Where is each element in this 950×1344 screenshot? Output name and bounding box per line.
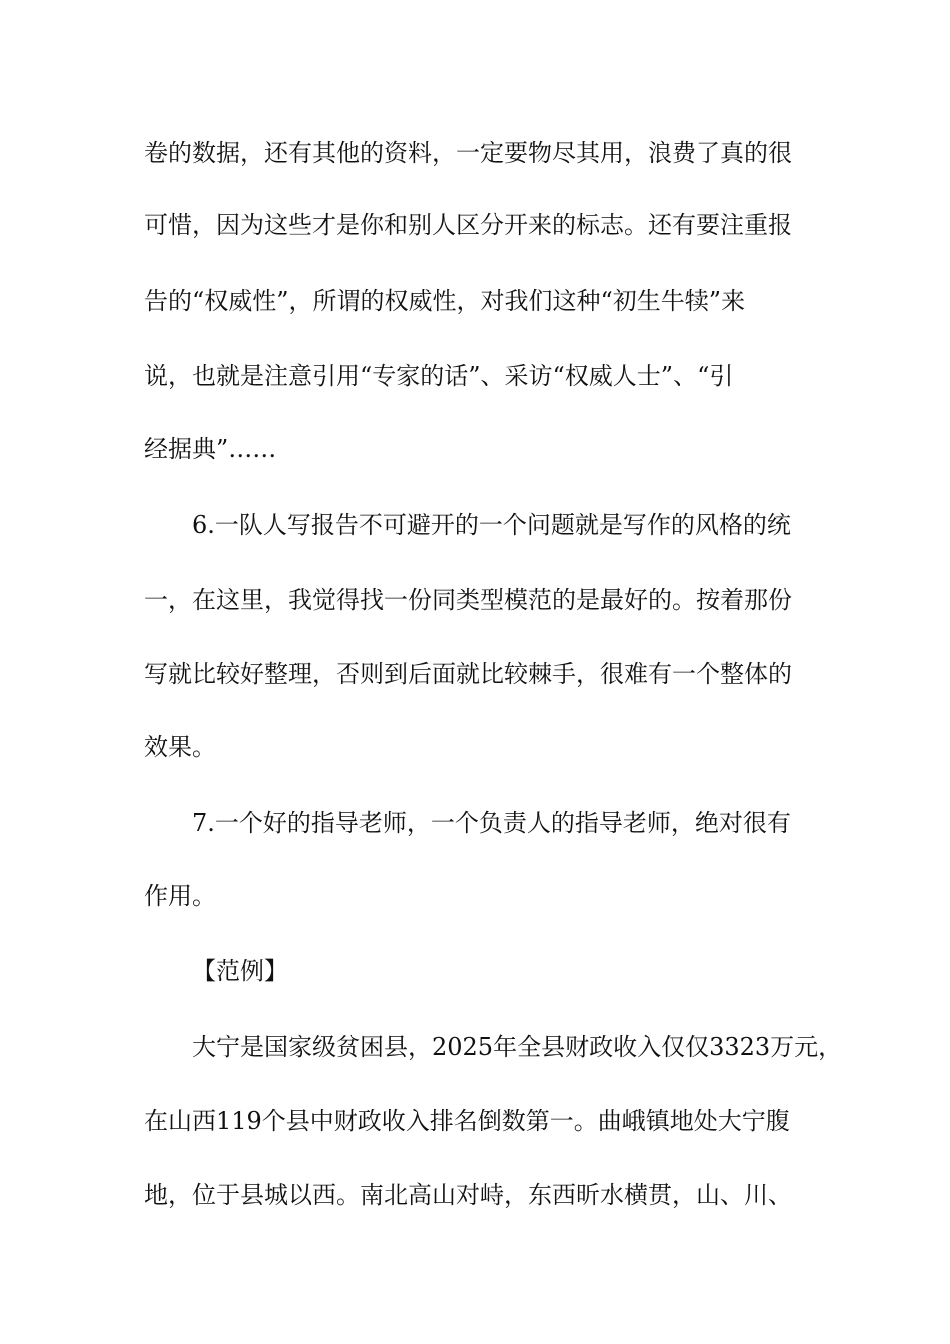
paragraph-line: 一，在这里，我觉得找一份同类型模范的是最好的。按着那份 xyxy=(144,586,792,614)
paragraph-line: 在山西119个县中财政收入排名倒数第一。曲峨镇地处大宁腹 xyxy=(144,1107,790,1135)
list-item-7: 7.一个好的指导老师，一个负责人的指导老师，绝对很有 xyxy=(192,809,791,837)
paragraph-line: 经据典”…… xyxy=(144,435,277,463)
paragraph-line: 卷的数据，还有其他的资料，一定要物尽其用，浪费了真的很 xyxy=(144,139,792,167)
section-heading-example: 【范例】 xyxy=(192,957,288,985)
paragraph-line: 效果。 xyxy=(144,733,216,761)
paragraph-line: 告的“权威性”，所谓的权威性，对我们这种“初生牛犊”来 xyxy=(144,287,746,315)
paragraph-line: 写就比较好整理，否则到后面就比较棘手，很难有一个整体的 xyxy=(144,660,792,688)
paragraph-line: 大宁是国家级贫困县，2025年全县财政收入仅仅3323万元， xyxy=(192,1033,843,1061)
paragraph-line: 说，也就是注意引用“专家的话”、采访“权威人士”、“引 xyxy=(144,362,734,390)
paragraph-line: 地，位于县城以西。南北高山对峙，东西昕水横贯，山、川、 xyxy=(144,1181,792,1209)
paragraph-line: 可惜，因为这些才是你和别人区分开来的标志。还有要注重报 xyxy=(144,211,792,239)
paragraph-line: 作用。 xyxy=(144,882,216,910)
list-item-6: 6.一队人写报告不可避开的一个问题就是写作的风格的统 xyxy=(192,511,791,539)
